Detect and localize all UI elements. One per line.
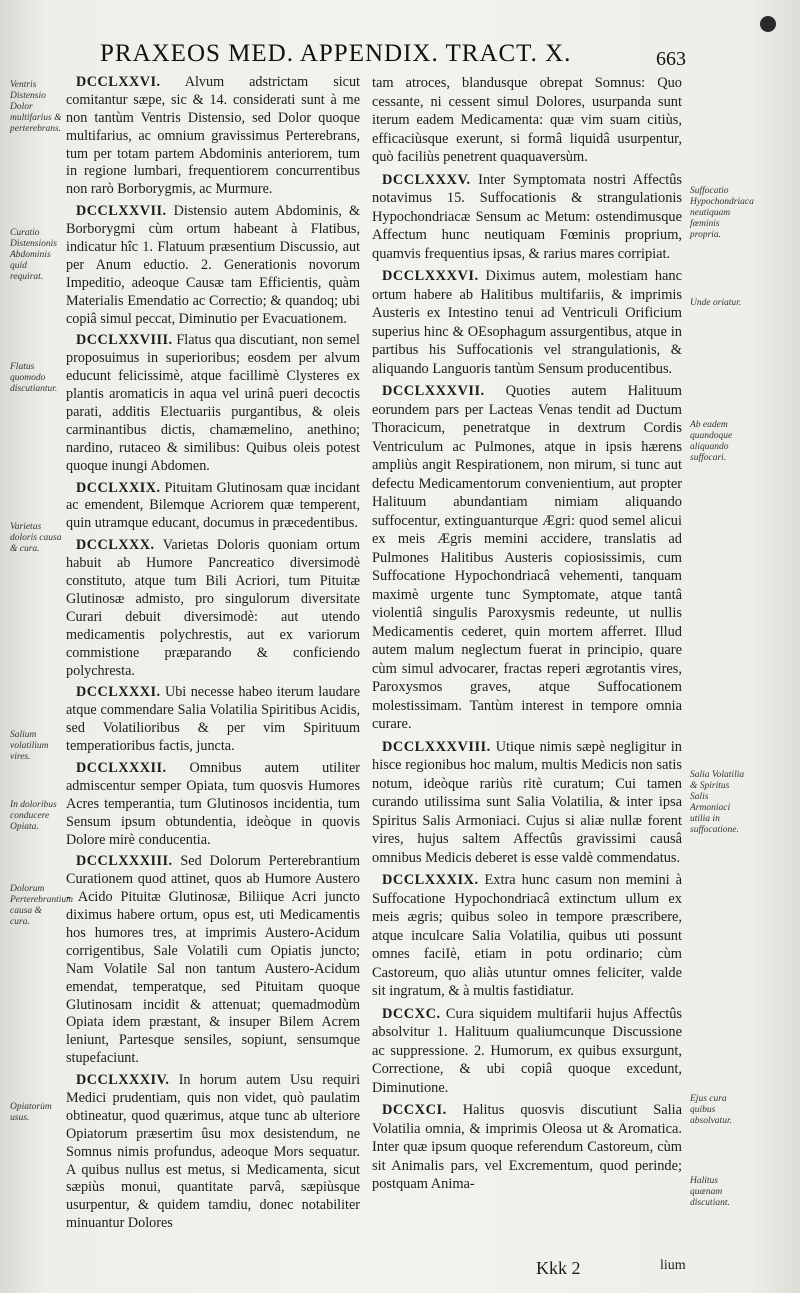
margin-note: Salia Volatilia & Spiritus Salis Armoniaci utilia in suffocatione. — [690, 770, 745, 835]
paragraph-number: DCCLXXX. — [76, 537, 155, 554]
paragraph — [66, 74, 360, 199]
paragraph-number: DCCLXXVII. — [76, 203, 167, 220]
paragraph-text: In horum autem Usu requiri Medici prudentiam, quis non videt, quò paulatim obtineatur, quod quærimus, atque tunc ab ulteriore Opiatorum præsertim ûsu mox desistendum, ne Somnus nimis profundus, adeoque Mors sequatur. A quibus nullus est metus, si Medicamenta, sicut sæpiùs monui, quantitate parvâ, sæpiùsque usurpentur, & quidem tamdiu, donec notabiliter minuantur Dolores — [66, 1072, 361, 1232]
paragraph-text: Pituitam Glutinosam quæ incidant ac emendent, Bilemque Acriorem quæ temperent, quin utramque educant, documus in præcedentibus. — [66, 479, 360, 532]
paragraph — [372, 171, 682, 264]
paragraph — [372, 738, 682, 868]
margin-note: In doloribus conducere Opiata. — [10, 800, 57, 832]
paragraph-text: Varietas Doloris quoniam ortum habuit ab Humore Pancreatico diversimodè constituto, atque tum Bili Acriori, tum Pituitæ Glutinosæ admisto, pro singulorum diversitate Curari debuit diversimodè: aut utendo medicamentis polychrestis, aut ex variorum commistione præparando & conficiendo polychresta. — [66, 537, 361, 679]
paragraph-text: Cura siquidem multifarii hujus Affectûs absolvitur 1. Halituum qualiumcunque Discussione ac suppressione. 2. Humorum, ex quibus exsurgunt, Correctione, & ubi copiâ quoque excedunt, Diminutione. — [372, 1005, 682, 1096]
paragraph-text: Extra hunc casum non memini à Suffocatione Hypochondriacâ extinctum ullum ex meis ægris; quibus soleo in tempore præscribere, atque inculcare Salia Volatilia, quibus uti possunt omnes faciIè, etiam in potu ordinario; cùm Castoreum, quo aliàs utuntur omnes feliciter, valde sit ingratum, & à multis fastidiatur. — [372, 872, 682, 999]
paragraph — [66, 1072, 360, 1233]
paragraph-number: DCCLXXXVII. — [382, 383, 485, 399]
paragraph-text: Distensio autem Abdominis, & Borborygmi cùm ortum habeant à Flatibus, indicatur hîc 1. Flatuum præsentium Discussio, aut per Anum eductio. 2. Generationis novorum Impeditio, adeoque Causæ tam Efficientis, quàm Materialis Emendatio ac Correctio; & quandoq; ubi copiâ simul peccat, Diminutio per Evacuationem. — [66, 203, 361, 327]
paragraph — [66, 537, 360, 680]
paragraph-number: DCCLXXXVIII. — [382, 738, 491, 755]
paragraph-text: Alvum adstrictam sicut comitantur sæpe, sic & 14. considerati sunt à me non tantùm Ventris Distensio, sed Dolor quoque multifarius, ac omnium gravissimus Perterebrans, tum per totam partem Abdominis anteriorem, tum in regione lumbari, frequentiorem concurrentibus non rarò Borborygmis, ac Murmure. — [66, 74, 360, 198]
paragraph-text: Omnibus autem utiliter admiscentur semper Opiata, tum quosvis Humores Acres temperantia, tum Glutinosos incidentia, tum Sensum ipsum obtundentia, ideòque in quovis Dolore mirè conducentia. — [66, 759, 360, 848]
margin-note: Opiatorùm usus. — [10, 1102, 52, 1123]
margin-note: Curatio Distensionis Abdominis quid requirat. — [10, 228, 57, 282]
paragraph — [66, 853, 360, 1068]
catchword: lium — [660, 1258, 686, 1273]
paragraph-number: DCCLXXXIX. — [382, 872, 479, 888]
paragraph-text: tam atroces, blandusque obrepat Somnus: Quo cessante, ni cessent simul Dolores, usurpanda sunt iterum eadem Medicamenta: quæ vim suam citiùs, efficaciùsque exerunt, si formâ liquidâ usurpentur, quò faciliùs penetrent quaquaversùm. — [372, 75, 682, 165]
paragraph — [372, 267, 682, 378]
margin-note: Salium volatilium vires. — [10, 730, 49, 762]
margin-note: Varietas doloris causa & cura. — [10, 522, 62, 554]
left-text-column — [66, 74, 360, 1237]
paragraph — [66, 332, 360, 475]
paragraph — [66, 480, 360, 534]
paragraph-text: Utique nimis sæpè negligitur in hisce regionibus hoc malum, multis Medicis non satis notum, ideòque rariùs ritè curatum; Cui tamen curando utilissima sunt Salia Volatilia, & inter ipsa Spiritus Salis Armoniaci. Cujus si aliæ nullæ forent vires, hujus saltem Affectûs gravissimi causâ omnibus Medicis deberet is esse valdè commendatus. — [372, 738, 682, 866]
margin-note: Ejus cura quibus absolvatur. — [690, 1094, 732, 1126]
margin-note: Ventris Distensio Dolor multifarius & perterebrans. — [10, 80, 62, 134]
margin-note: Flatus quomodo discutiantur. — [10, 362, 58, 394]
paragraph-number: DCCLXXXI. — [76, 684, 161, 701]
paragraph — [66, 203, 360, 328]
paragraph — [372, 871, 682, 1001]
paragraph-text: Diximus autem, molestiam hanc ortum habere ab Halitibus multifariis, & imprimis Austeris ex Intestino tenui ad Ventriculi Orificium superius hinc & OEsophagum assurgentibus, atque in partibus his Suffocationis vel strangulationis, & aliquando Languoris tantùm Sensum producentibus. — [372, 268, 682, 377]
paragraph-text: Inter Symptomata nostri Affectûs notavimus 15. Suffocationis & strangulationis Hypochondriacæ Sensum ac Metum: ostendimusque Affectum hunc neutiquam Fœminis proprium, quamvis frequentius ipsas, & rarius mares corripiat. — [372, 171, 682, 262]
paragraph-text: Flatus qua discutiant, non semel proposuimus in superioribus; eosdem per alvum educunt felicissimè, atque facillimè Clysteres ex plantis aromaticis in aqua vel urinâ pueri decoctis parati, additis Electuariis purgantibus, & oleis carminantibus dictis, chamæmelino, anethino; nardino, rutaceo & similibus: Quibus oleis potest quoque inungi Abdomen. — [66, 332, 360, 474]
paragraph-text: Ubi necesse habeo iterum laudare atque commendare Salia Volatilia Spiritibus Acidis, sed Volatilioribus & per vim Spirituum temperatioribus factis, juncta. — [66, 684, 361, 755]
right-text-column — [372, 74, 682, 1198]
paragraph-text: Halitus quosvis discutiunt Salia Volatilia omnia, & imprimis Oleosa ut & Aromatica. Inter quæ ipsum quoque referendum Castoreum, cùm sit Animalis pars, vel Excrementum, quod perinde; postquam Anima- — [372, 1102, 682, 1192]
paragraph — [66, 760, 360, 849]
paragraph-number: DCCXC. — [382, 1005, 441, 1022]
paragraph — [372, 1005, 682, 1098]
paragraph-number: DCCLXXXIV. — [76, 1072, 170, 1089]
paragraph — [372, 74, 682, 167]
margin-note: Halitus quænam discutiant. — [690, 1176, 730, 1208]
paragraph — [372, 1101, 682, 1194]
margin-note: Suffocatio Hypochondriaca neutiquam fœminis propria. — [690, 186, 754, 240]
margin-note: Ab eadem quandoque aliquando suffocari. — [690, 420, 733, 463]
margin-note: Dolorum Perterebrantium causa & cura. — [10, 884, 73, 927]
signature-mark: Kkk 2 — [536, 1258, 581, 1278]
paragraph-text: Sed Dolorum Perterebrantium Curationem quod attinet, quos ab Humore Austero - Acido Pituitæ Glutinosæ, Biliique Acri juncto diximus habere ortum, opus est, uti Medicamentis hos humores tres, at imprimis Austero-Acidum corrigentibus, Sale Volatili cum Opiatis juncto; Nam Volatile Sal non tantum Austero-Acidum emendat, temperatque, sed Pituitam quoque Glutinosam incidit & attenuat; quemadmodùm Opiata idem præstant, & insuper Bilem Acrem leniunt, Partesque sensiles, sopiunt, sensumque stupefaciunt. — [66, 853, 360, 1067]
paragraph-number: DCCLXXXVI. — [382, 268, 479, 284]
paragraph-number: DCCXCI. — [382, 1102, 447, 1118]
paragraph — [66, 684, 360, 756]
paragraph-text: Quoties autem Halituum eorundem pars per Lacteas Venas tendit ad Ductum Thoracicum, penetratque in dextrum Cordis Ventriculum ac Pulmones, atque in ipsis hærens ampliùs angit Respirationem, non mirum, si tunc aut defectu Medicamentorum convenientium, aut propter Halituum abundantiam nimiam aliquando suffocentur, extinguanturque Ægri: quod semel alicui ex meis Ægris memini accidere, translatis ad Pulmones Halitibus Austeris copiosissimis, cum Suffocatione Hypochondriacâ vehementi, tanquam maximè urgente tunc Symptomate, atque tantâ violentiâ singulis Paroxysmis redeunte, ut nullis Medicamentis cederet, quin mortem afferret. Illud autem malum neglectum fuerat in principio, quare cùm simul advocarer, fractas reperi ægrotantis vires, Paroxysmos graves, atque Suffocationem molestissimam. Tantùm interest in tempore omnia curare. — [372, 383, 682, 732]
paragraph-number: DCCLXXVIII. — [76, 332, 173, 349]
paragraph-number: DCCLXXVI. — [76, 74, 161, 90]
margin-note: Unde oriatur. — [690, 298, 742, 308]
paragraph-number: DCCLXXIX. — [76, 479, 161, 496]
paragraph-number: DCCLXXXII. — [76, 759, 167, 776]
paragraph-number: DCCLXXXV. — [382, 171, 471, 188]
paragraph — [372, 382, 682, 734]
running-title: PRAXEOS MED. APPENDIX. TRACT. X. — [100, 40, 572, 67]
page-number: 663 — [656, 48, 686, 70]
page-hole-mark — [760, 16, 776, 32]
paragraph-number: DCCLXXXIII. — [76, 853, 173, 870]
